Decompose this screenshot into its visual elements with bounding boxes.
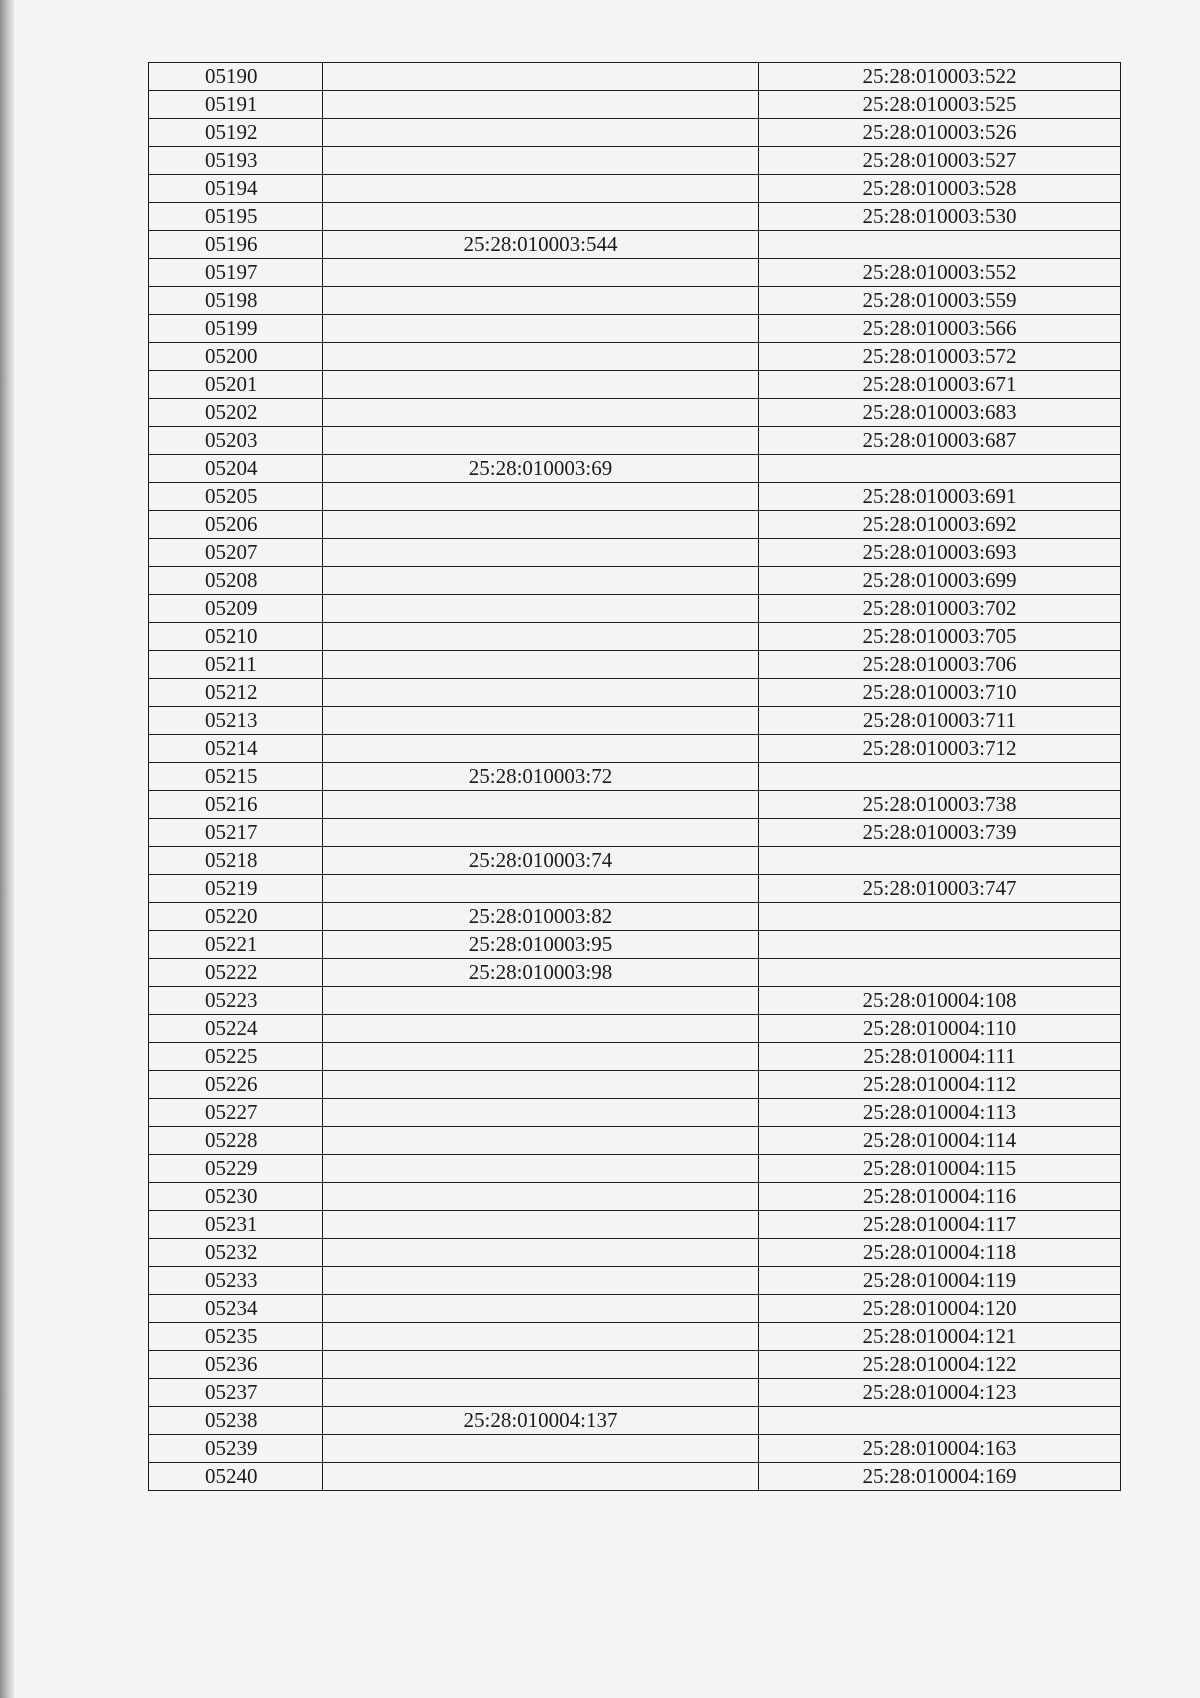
row-number-cell: 05195: [149, 203, 323, 231]
table-row: [149, 371, 1121, 399]
cadastral-number-cell-primary: [323, 259, 759, 287]
cadastral-number-cell-secondary: 25:28:010004:110: [759, 1015, 1121, 1043]
cadastral-number-cell-secondary: 25:28:010004:122: [759, 1351, 1121, 1379]
cadastral-number-cell-secondary: 25:28:010003:738: [759, 791, 1121, 819]
table-row: [149, 1071, 1121, 1099]
cadastral-number-cell-secondary: 25:28:010003:527: [759, 147, 1121, 175]
cadastral-number-cell-secondary: 25:28:010003:702: [759, 595, 1121, 623]
cadastral-number-cell-secondary: 25:28:010003:747: [759, 875, 1121, 903]
cadastral-number-cell-secondary: 25:28:010004:119: [759, 1267, 1121, 1295]
cadastral-number-cell-secondary: 25:28:010003:566: [759, 315, 1121, 343]
table-row: [149, 455, 1121, 483]
table-row: [149, 1435, 1121, 1463]
cadastral-number-cell-secondary: 25:28:010004:120: [759, 1295, 1121, 1323]
table-row: [149, 259, 1121, 287]
cadastral-number-cell-primary: [323, 1323, 759, 1351]
table-row: [149, 735, 1121, 763]
row-number-cell: 05236: [149, 1351, 323, 1379]
cadastral-number-cell-primary: [323, 1043, 759, 1071]
row-number-cell: 05231: [149, 1211, 323, 1239]
cadastral-number-cell-primary: [323, 735, 759, 763]
cadastral-number-cell-primary: [323, 1099, 759, 1127]
table-row: [149, 875, 1121, 903]
row-number-cell: 05198: [149, 287, 323, 315]
cadastral-number-cell-primary: [323, 819, 759, 847]
row-number-cell: 05234: [149, 1295, 323, 1323]
table-row: [149, 903, 1121, 931]
cadastral-number-cell-secondary: 25:28:010003:691: [759, 483, 1121, 511]
cadastral-number-cell-primary: 25:28:010003:72: [323, 763, 759, 791]
row-number-cell: 05225: [149, 1043, 323, 1071]
table-row: [149, 231, 1121, 259]
cadastral-number-cell-secondary: 25:28:010004:123: [759, 1379, 1121, 1407]
row-number-cell: 05196: [149, 231, 323, 259]
cadastral-number-cell-primary: [323, 315, 759, 343]
row-number-cell: 05199: [149, 315, 323, 343]
cadastral-number-cell-primary: [323, 567, 759, 595]
cadastral-number-cell-primary: [323, 791, 759, 819]
row-number-cell: 05222: [149, 959, 323, 987]
cadastral-number-cell-secondary: 25:28:010004:117: [759, 1211, 1121, 1239]
cadastral-number-cell-secondary: 25:28:010003:683: [759, 399, 1121, 427]
row-number-cell: 05203: [149, 427, 323, 455]
cadastral-number-cell-secondary: 25:28:010003:710: [759, 679, 1121, 707]
cadastral-number-cell-secondary: 25:28:010004:111: [759, 1043, 1121, 1071]
table-row: [149, 175, 1121, 203]
cadastral-number-cell-secondary: 25:28:010003:522: [759, 63, 1121, 91]
cadastral-number-cell-primary: 25:28:010003:95: [323, 931, 759, 959]
cadastral-number-cell-primary: [323, 1155, 759, 1183]
table-row: [149, 1043, 1121, 1071]
table-row: [149, 287, 1121, 315]
cadastral-number-cell-primary: [323, 595, 759, 623]
cadastral-number-cell-primary: 25:28:010003:74: [323, 847, 759, 875]
row-number-cell: 05211: [149, 651, 323, 679]
row-number-cell: 05208: [149, 567, 323, 595]
cadastral-number-cell-primary: 25:28:010003:544: [323, 231, 759, 259]
table-row: [149, 1211, 1121, 1239]
row-number-cell: 05232: [149, 1239, 323, 1267]
cadastral-number-cell-secondary: 25:28:010003:712: [759, 735, 1121, 763]
cadastral-number-cell-primary: [323, 343, 759, 371]
table-row: [149, 511, 1121, 539]
row-number-cell: 05202: [149, 399, 323, 427]
cadastral-number-cell-secondary: 25:28:010003:528: [759, 175, 1121, 203]
cadastral-number-cell-secondary: 25:28:010004:118: [759, 1239, 1121, 1267]
table-row: [149, 399, 1121, 427]
row-number-cell: 05238: [149, 1407, 323, 1435]
cadastral-number-cell-primary: [323, 427, 759, 455]
cadastral-number-cell-secondary: 25:28:010003:699: [759, 567, 1121, 595]
row-number-cell: 05201: [149, 371, 323, 399]
table-row: [149, 1183, 1121, 1211]
row-number-cell: 05233: [149, 1267, 323, 1295]
cadastral-number-cell-primary: [323, 1267, 759, 1295]
row-number-cell: 05213: [149, 707, 323, 735]
cadastral-number-cell-secondary: [759, 959, 1121, 987]
cadastral-number-cell-secondary: [759, 903, 1121, 931]
row-number-cell: 05221: [149, 931, 323, 959]
cadastral-number-cell-secondary: 25:28:010004:112: [759, 1071, 1121, 1099]
table-row: [149, 427, 1121, 455]
table-row: [149, 483, 1121, 511]
cadastral-number-cell-primary: [323, 1211, 759, 1239]
row-number-cell: 05207: [149, 539, 323, 567]
row-number-cell: 05235: [149, 1323, 323, 1351]
table-row: [149, 651, 1121, 679]
row-number-cell: 05229: [149, 1155, 323, 1183]
row-number-cell: 05227: [149, 1099, 323, 1127]
cadastral-number-cell-secondary: [759, 931, 1121, 959]
cadastral-number-cell-primary: [323, 1127, 759, 1155]
table-row: [149, 1155, 1121, 1183]
cadastral-number-cell-secondary: 25:28:010003:692: [759, 511, 1121, 539]
row-number-cell: 05224: [149, 1015, 323, 1043]
cadastral-number-cell-primary: [323, 1183, 759, 1211]
cadastral-number-cell-primary: [323, 511, 759, 539]
cadastral-number-cell-secondary: 25:28:010004:108: [759, 987, 1121, 1015]
table-row: [149, 1323, 1121, 1351]
cadastral-number-cell-secondary: 25:28:010003:530: [759, 203, 1121, 231]
cadastral-number-cell-primary: [323, 875, 759, 903]
cadastral-number-cell-primary: [323, 1379, 759, 1407]
table-row: [149, 1015, 1121, 1043]
row-number-cell: 05212: [149, 679, 323, 707]
row-number-cell: 05192: [149, 119, 323, 147]
cadastral-number-cell-secondary: 25:28:010003:671: [759, 371, 1121, 399]
table-row: [149, 63, 1121, 91]
cadastral-number-cell-secondary: 25:28:010003:711: [759, 707, 1121, 735]
cadastral-number-cell-secondary: [759, 847, 1121, 875]
table-row: [149, 1099, 1121, 1127]
cadastral-number-cell-primary: [323, 987, 759, 1015]
cadastral-number-cell-secondary: [759, 231, 1121, 259]
cadastral-number-cell-primary: [323, 1435, 759, 1463]
row-number-cell: 05204: [149, 455, 323, 483]
row-number-cell: 05239: [149, 1435, 323, 1463]
table-row: [149, 539, 1121, 567]
cadastral-number-cell-primary: [323, 1295, 759, 1323]
cadastral-number-cell-secondary: 25:28:010004:113: [759, 1099, 1121, 1127]
table-row: [149, 959, 1121, 987]
cadastral-number-cell-secondary: [759, 763, 1121, 791]
table-row: [149, 567, 1121, 595]
table-row: [149, 91, 1121, 119]
cadastral-number-cell-primary: [323, 707, 759, 735]
cadastral-number-cell-primary: [323, 1071, 759, 1099]
table-row: [149, 931, 1121, 959]
table-row: [149, 1463, 1121, 1491]
row-number-cell: 05206: [149, 511, 323, 539]
cadastral-number-cell-primary: [323, 1239, 759, 1267]
table-row: [149, 595, 1121, 623]
row-number-cell: 05215: [149, 763, 323, 791]
cadastral-number-cell-primary: [323, 483, 759, 511]
cadastral-number-cell-primary: [323, 651, 759, 679]
cadastral-number-cell-primary: [323, 203, 759, 231]
table-row: [149, 1351, 1121, 1379]
cadastral-number-cell-primary: [323, 1015, 759, 1043]
row-number-cell: 05197: [149, 259, 323, 287]
row-number-cell: 05214: [149, 735, 323, 763]
table-row: [149, 1295, 1121, 1323]
cadastral-number-cell-primary: 25:28:010003:69: [323, 455, 759, 483]
table-row: [149, 847, 1121, 875]
cadastral-number-cell-secondary: 25:28:010003:739: [759, 819, 1121, 847]
cadastral-number-cell-primary: [323, 63, 759, 91]
table-row: [149, 203, 1121, 231]
row-number-cell: 05193: [149, 147, 323, 175]
cadastral-number-cell-primary: [323, 287, 759, 315]
cadastral-number-cell-primary: 25:28:010003:98: [323, 959, 759, 987]
cadastral-number-cell-primary: [323, 91, 759, 119]
cadastral-number-cell-secondary: 25:28:010004:115: [759, 1155, 1121, 1183]
row-number-cell: 05217: [149, 819, 323, 847]
table-row: [149, 679, 1121, 707]
cadastral-number-cell-primary: [323, 147, 759, 175]
cadastral-table: [148, 62, 1121, 1491]
table-row: [149, 819, 1121, 847]
row-number-cell: 05226: [149, 1071, 323, 1099]
row-number-cell: 05218: [149, 847, 323, 875]
cadastral-number-cell-secondary: 25:28:010004:169: [759, 1463, 1121, 1491]
row-number-cell: 05209: [149, 595, 323, 623]
cadastral-number-cell-secondary: 25:28:010004:163: [759, 1435, 1121, 1463]
cadastral-number-cell-primary: [323, 175, 759, 203]
cadastral-number-cell-secondary: 25:28:010003:552: [759, 259, 1121, 287]
cadastral-number-cell-primary: [323, 623, 759, 651]
cadastral-number-cell-secondary: 25:28:010004:114: [759, 1127, 1121, 1155]
cadastral-number-cell-primary: [323, 539, 759, 567]
cadastral-number-cell-primary: [323, 1351, 759, 1379]
row-number-cell: 05240: [149, 1463, 323, 1491]
table-row: [149, 987, 1121, 1015]
table-row: [149, 1379, 1121, 1407]
row-number-cell: 05210: [149, 623, 323, 651]
cadastral-number-cell-secondary: 25:28:010003:706: [759, 651, 1121, 679]
cadastral-number-cell-secondary: 25:28:010003:526: [759, 119, 1121, 147]
cadastral-number-cell-secondary: [759, 1407, 1121, 1435]
cadastral-number-cell-primary: 25:28:010003:82: [323, 903, 759, 931]
row-number-cell: 05205: [149, 483, 323, 511]
table-row: [149, 343, 1121, 371]
row-number-cell: 05191: [149, 91, 323, 119]
cadastral-number-cell-primary: [323, 1463, 759, 1491]
cadastral-number-cell-primary: [323, 679, 759, 707]
table-row: [149, 1267, 1121, 1295]
cadastral-number-cell-secondary: [759, 455, 1121, 483]
table-row: [149, 623, 1121, 651]
table-row: [149, 315, 1121, 343]
table-body: [149, 63, 1121, 1491]
cadastral-number-cell-secondary: 25:28:010003:559: [759, 287, 1121, 315]
row-number-cell: 05237: [149, 1379, 323, 1407]
cadastral-number-cell-secondary: 25:28:010003:525: [759, 91, 1121, 119]
table-row: [149, 791, 1121, 819]
cadastral-number-cell-secondary: 25:28:010004:116: [759, 1183, 1121, 1211]
row-number-cell: 05230: [149, 1183, 323, 1211]
scan-edge-shadow: [0, 0, 14, 1698]
cadastral-number-cell-primary: 25:28:010004:137: [323, 1407, 759, 1435]
cadastral-number-cell-secondary: 25:28:010003:705: [759, 623, 1121, 651]
cadastral-number-cell-primary: [323, 119, 759, 147]
cadastral-number-cell-primary: [323, 371, 759, 399]
table-row: [149, 763, 1121, 791]
row-number-cell: 05219: [149, 875, 323, 903]
table-row: [149, 119, 1121, 147]
cadastral-number-cell-secondary: 25:28:010004:121: [759, 1323, 1121, 1351]
cadastral-number-cell-primary: [323, 399, 759, 427]
row-number-cell: 05200: [149, 343, 323, 371]
row-number-cell: 05194: [149, 175, 323, 203]
table-row: [149, 147, 1121, 175]
cadastral-number-cell-secondary: 25:28:010003:693: [759, 539, 1121, 567]
table-row: [149, 1239, 1121, 1267]
row-number-cell: 05228: [149, 1127, 323, 1155]
row-number-cell: 05220: [149, 903, 323, 931]
row-number-cell: 05216: [149, 791, 323, 819]
row-number-cell: 05190: [149, 63, 323, 91]
table-row: [149, 707, 1121, 735]
cadastral-number-cell-secondary: 25:28:010003:687: [759, 427, 1121, 455]
table-row: [149, 1127, 1121, 1155]
row-number-cell: 05223: [149, 987, 323, 1015]
table-row: [149, 1407, 1121, 1435]
cadastral-number-cell-secondary: 25:28:010003:572: [759, 343, 1121, 371]
